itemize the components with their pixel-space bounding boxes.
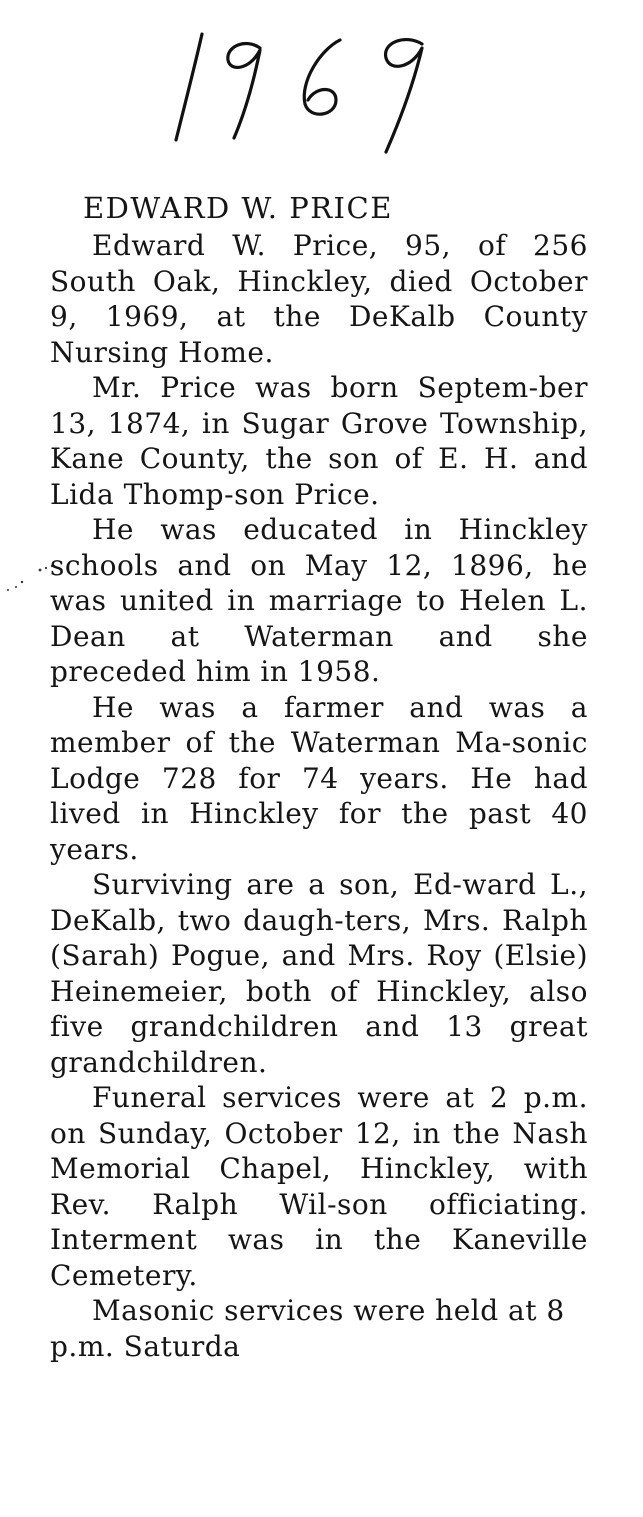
handwritten-year (150, 20, 450, 160)
obituary-paragraph-death: Edward W. Price, 95, of 256 South Oak, Hinckley, died October 9, 1969, at the DeKalb County Nursing Home. (50, 229, 588, 369)
obituary-paragraph-career: He was a farmer and was a member of the Waterman Ma-sonic Lodge 728 for 74 years. He had lived in Hinckley for the past 40 years. (50, 690, 588, 866)
obituary-paragraph-masonic: Masonic services were held at 8 p.m. Saturda (50, 1294, 565, 1363)
obituary-paragraph-funeral: Funeral services were at 2 p.m. on Sunday, October 12, in the Nash Memorial Chapel, Hinckley, with Rev. Ralph Wil-son officiating. Interment was in the Kaneville Cemetery. (50, 1081, 588, 1292)
obituary-paragraph-birth: Mr. Price was born Septem-ber 13, 1874, in Sugar Grove Township, Kane County, the son of E. H. and Lida Thomp-son Price. (50, 371, 588, 511)
obituary-headline: EDWARD W. PRICE (83, 191, 393, 225)
obituary-article (50, 188, 588, 1364)
obituary-paragraph-education-marriage: He was educated in Hinckley schools and on May 12, 1896, he was united in marriage to Helen L. Dean at Waterman and she preceded him in 1958. (50, 513, 588, 688)
obituary-paragraph-survivors: Surviving are a son, Ed-ward L., DeKalb, two daugh-ters, Mrs. Ralph (Sarah) Pogue, and Mrs. Roy (Elsie) Heinemeier, both of Hinckley, also five grandchildren and 13 great grandchildren. (50, 868, 588, 1079)
handwritten-year-drawing (150, 20, 450, 160)
